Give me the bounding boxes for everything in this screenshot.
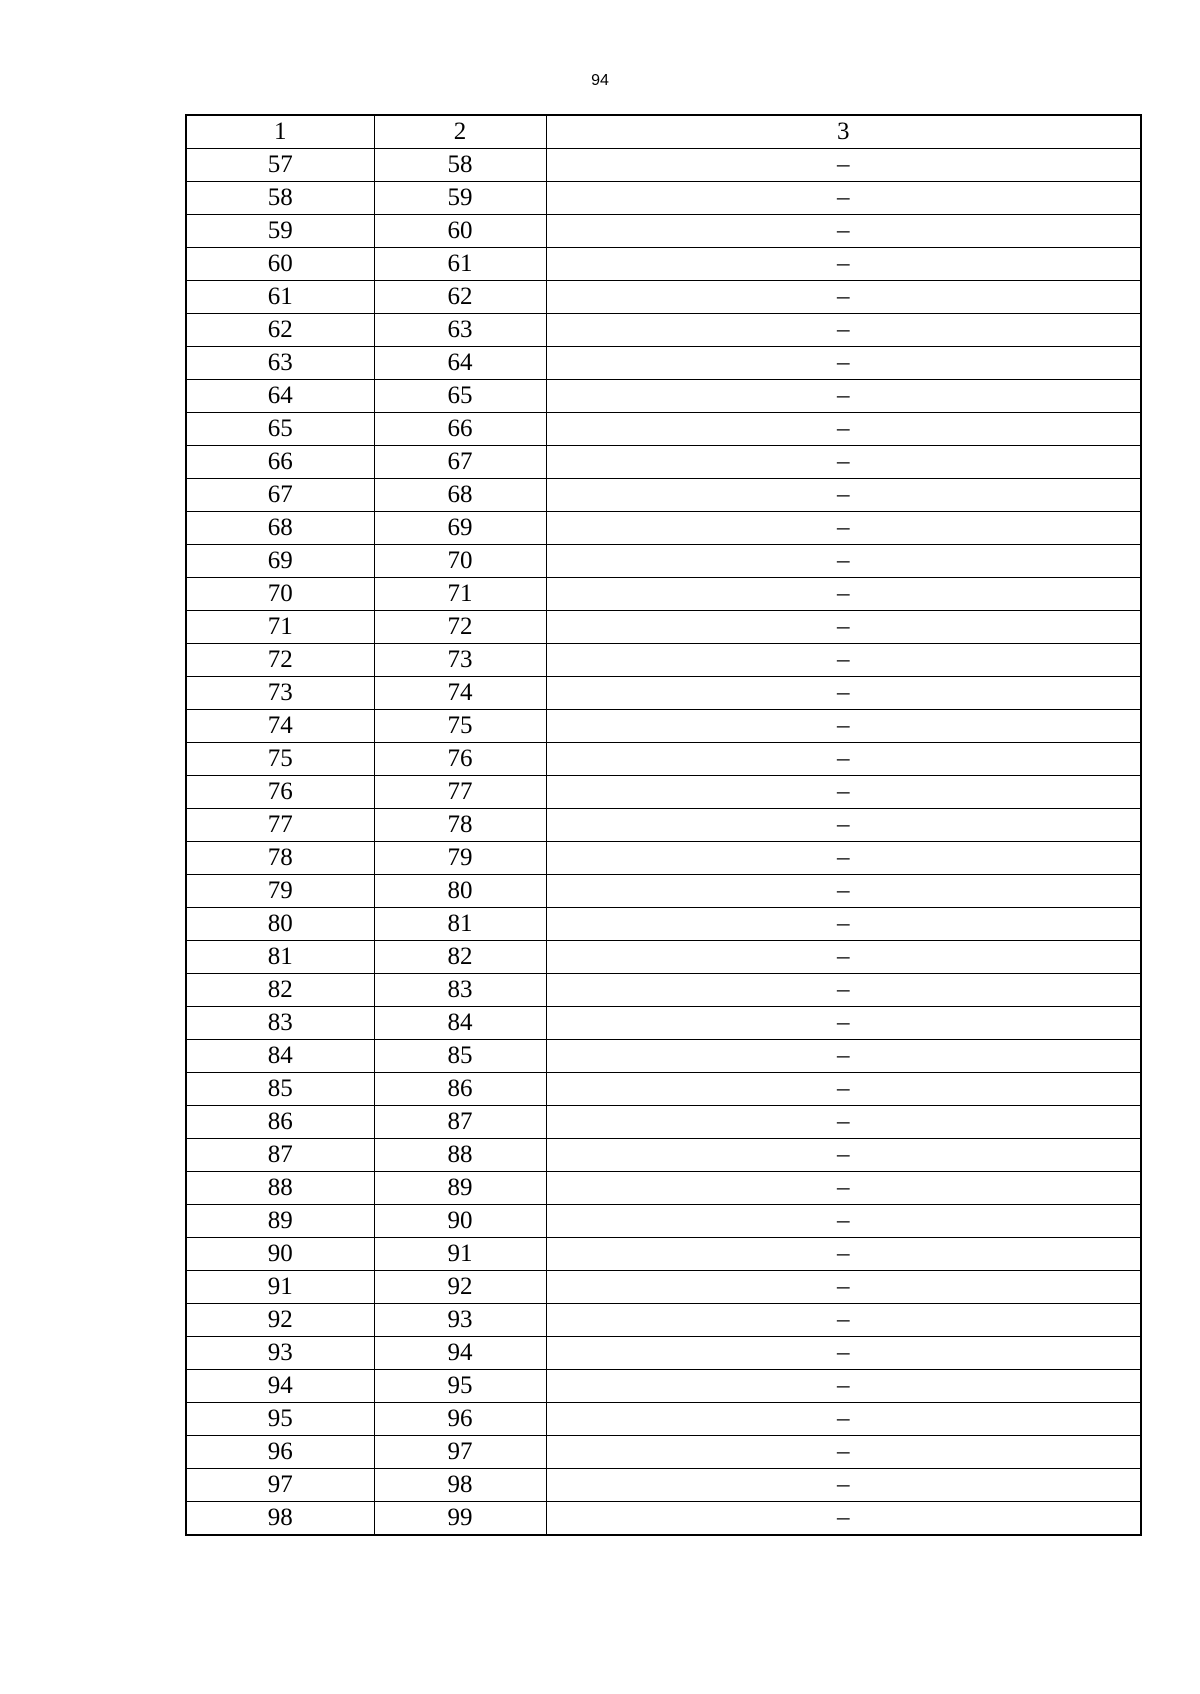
table-row <box>186 743 1141 776</box>
table-cell-col-1: 67 <box>186 479 374 512</box>
table-cell-col-2: 62 <box>374 281 546 314</box>
table-cell-col-2: 64 <box>374 347 546 380</box>
table-cell-col-2: 95 <box>374 1370 546 1403</box>
table-cell-col-2: 81 <box>374 908 546 941</box>
table-cell-col-2: 82 <box>374 941 546 974</box>
table-cell-col-1: 75 <box>186 743 374 776</box>
table-cell-col-3: – <box>546 1139 1141 1172</box>
table-cell-col-2: 84 <box>374 1007 546 1040</box>
table-cell-col-3: – <box>546 215 1141 248</box>
table-cell-col-3: – <box>546 1007 1141 1040</box>
table-cell-col-1: 82 <box>186 974 374 1007</box>
table-body <box>186 149 1141 1536</box>
table-row <box>186 1469 1141 1502</box>
table-cell-col-1: 81 <box>186 941 374 974</box>
table-cell-col-1: 69 <box>186 545 374 578</box>
table-cell-col-1: 86 <box>186 1106 374 1139</box>
table-row <box>186 710 1141 743</box>
table-cell-col-3: – <box>546 809 1141 842</box>
table-row <box>186 545 1141 578</box>
table-header <box>186 115 1141 149</box>
table-cell-col-1: 58 <box>186 182 374 215</box>
table-cell-col-3: – <box>546 875 1141 908</box>
table-row <box>186 1205 1141 1238</box>
table-cell-col-1: 65 <box>186 413 374 446</box>
table-cell-col-3: – <box>546 578 1141 611</box>
table-cell-col-1: 66 <box>186 446 374 479</box>
table-cell-col-3: – <box>546 1304 1141 1337</box>
table-cell-col-2: 59 <box>374 182 546 215</box>
page-number: 94 <box>591 72 609 89</box>
table-cell-col-3: – <box>546 743 1141 776</box>
table-cell-col-1: 63 <box>186 347 374 380</box>
table-cell-col-3: – <box>546 941 1141 974</box>
table-cell-col-2: 90 <box>374 1205 546 1238</box>
column-header-3: 3 <box>546 115 1141 149</box>
table-row <box>186 941 1141 974</box>
table-cell-col-2: 88 <box>374 1139 546 1172</box>
table-cell-col-1: 88 <box>186 1172 374 1205</box>
table-row <box>186 479 1141 512</box>
header-row <box>186 115 1141 149</box>
table-cell-col-3: – <box>546 149 1141 182</box>
table-cell-col-2: 92 <box>374 1271 546 1304</box>
table-cell-col-1: 79 <box>186 875 374 908</box>
table-cell-col-3: – <box>546 380 1141 413</box>
table-row <box>186 842 1141 875</box>
table-cell-col-3: – <box>546 842 1141 875</box>
table-cell-col-2: 99 <box>374 1502 546 1536</box>
table-cell-col-2: 77 <box>374 776 546 809</box>
table-cell-col-1: 98 <box>186 1502 374 1536</box>
table-row <box>186 1040 1141 1073</box>
table-cell-col-1: 77 <box>186 809 374 842</box>
table-cell-col-3: – <box>546 1073 1141 1106</box>
table-cell-col-1: 94 <box>186 1370 374 1403</box>
table-cell-col-3: – <box>546 1172 1141 1205</box>
table-row <box>186 578 1141 611</box>
table-cell-col-3: – <box>546 776 1141 809</box>
table-cell-col-2: 96 <box>374 1403 546 1436</box>
table-row <box>186 809 1141 842</box>
table-cell-col-3: – <box>546 545 1141 578</box>
table-cell-col-1: 64 <box>186 380 374 413</box>
table-cell-col-1: 80 <box>186 908 374 941</box>
table-row <box>186 1436 1141 1469</box>
table-row <box>186 677 1141 710</box>
table-cell-col-3: – <box>546 644 1141 677</box>
table-cell-col-2: 85 <box>374 1040 546 1073</box>
table-row <box>186 215 1141 248</box>
table-row <box>186 1502 1141 1536</box>
table-cell-col-2: 97 <box>374 1436 546 1469</box>
table-cell-col-1: 70 <box>186 578 374 611</box>
table-cell-col-1: 60 <box>186 248 374 281</box>
table-cell-col-2: 91 <box>374 1238 546 1271</box>
table-cell-col-2: 98 <box>374 1469 546 1502</box>
table-cell-col-3: – <box>546 1337 1141 1370</box>
table-cell-col-2: 68 <box>374 479 546 512</box>
table-cell-col-3: – <box>546 1238 1141 1271</box>
table-cell-col-2: 65 <box>374 380 546 413</box>
table-cell-col-2: 71 <box>374 578 546 611</box>
table-cell-col-3: – <box>546 248 1141 281</box>
table-cell-col-3: – <box>546 281 1141 314</box>
table-row <box>186 1337 1141 1370</box>
table-cell-col-2: 76 <box>374 743 546 776</box>
table-cell-col-1: 96 <box>186 1436 374 1469</box>
table-cell-col-3: – <box>546 1271 1141 1304</box>
table-row <box>186 1106 1141 1139</box>
table-cell-col-3: – <box>546 1502 1141 1536</box>
table-row <box>186 974 1141 1007</box>
table-cell-col-1: 95 <box>186 1403 374 1436</box>
table-cell-col-1: 72 <box>186 644 374 677</box>
table-row <box>186 1007 1141 1040</box>
table-cell-col-2: 66 <box>374 413 546 446</box>
table-row <box>186 182 1141 215</box>
table-cell-col-3: – <box>546 974 1141 1007</box>
table-cell-col-2: 86 <box>374 1073 546 1106</box>
table-row <box>186 314 1141 347</box>
table-cell-col-1: 74 <box>186 710 374 743</box>
table-cell-col-3: – <box>546 611 1141 644</box>
table-row <box>186 281 1141 314</box>
table-cell-col-3: – <box>546 512 1141 545</box>
table-cell-col-2: 69 <box>374 512 546 545</box>
table-cell-col-2: 93 <box>374 1304 546 1337</box>
table-row <box>186 875 1141 908</box>
table-cell-col-3: – <box>546 710 1141 743</box>
table-cell-col-1: 85 <box>186 1073 374 1106</box>
table-cell-col-3: – <box>546 1205 1141 1238</box>
table-cell-col-3: – <box>546 908 1141 941</box>
table-row <box>186 512 1141 545</box>
table-cell-col-2: 78 <box>374 809 546 842</box>
table-row <box>186 908 1141 941</box>
table-row <box>186 1271 1141 1304</box>
table-cell-col-1: 90 <box>186 1238 374 1271</box>
table-cell-col-3: – <box>546 1403 1141 1436</box>
table-cell-col-3: – <box>546 1106 1141 1139</box>
table-row <box>186 1403 1141 1436</box>
table-row <box>186 149 1141 182</box>
table-row <box>186 644 1141 677</box>
table-cell-col-1: 97 <box>186 1469 374 1502</box>
table-cell-col-3: – <box>546 677 1141 710</box>
table-cell-col-1: 59 <box>186 215 374 248</box>
table-cell-col-3: – <box>546 446 1141 479</box>
table-cell-col-1: 71 <box>186 611 374 644</box>
table-cell-col-1: 92 <box>186 1304 374 1337</box>
column-header-1: 1 <box>186 115 374 149</box>
table-cell-col-3: – <box>546 314 1141 347</box>
table-cell-col-1: 68 <box>186 512 374 545</box>
table-cell-col-1: 61 <box>186 281 374 314</box>
data-table <box>185 114 1142 1536</box>
table-cell-col-2: 74 <box>374 677 546 710</box>
table-row <box>186 380 1141 413</box>
table-row <box>186 776 1141 809</box>
table-row <box>186 446 1141 479</box>
table-row <box>186 413 1141 446</box>
table-cell-col-3: – <box>546 479 1141 512</box>
table-cell-col-2: 58 <box>374 149 546 182</box>
table-cell-col-3: – <box>546 1436 1141 1469</box>
table-row <box>186 1304 1141 1337</box>
table-cell-col-2: 70 <box>374 545 546 578</box>
table-cell-col-2: 61 <box>374 248 546 281</box>
table-cell-col-1: 87 <box>186 1139 374 1172</box>
table-cell-col-2: 67 <box>374 446 546 479</box>
table-row <box>186 611 1141 644</box>
table-cell-col-1: 84 <box>186 1040 374 1073</box>
table-row <box>186 248 1141 281</box>
table-cell-col-2: 83 <box>374 974 546 1007</box>
table-cell-col-2: 63 <box>374 314 546 347</box>
table-cell-col-2: 72 <box>374 611 546 644</box>
column-header-2: 2 <box>374 115 546 149</box>
table-cell-col-1: 76 <box>186 776 374 809</box>
table-row <box>186 1073 1141 1106</box>
table-cell-col-3: – <box>546 1040 1141 1073</box>
table-cell-col-2: 80 <box>374 875 546 908</box>
table-cell-col-1: 83 <box>186 1007 374 1040</box>
table-cell-col-3: – <box>546 413 1141 446</box>
table-cell-col-1: 57 <box>186 149 374 182</box>
table-cell-col-3: – <box>546 182 1141 215</box>
table-cell-col-1: 89 <box>186 1205 374 1238</box>
table-cell-col-1: 91 <box>186 1271 374 1304</box>
table-cell-col-2: 79 <box>374 842 546 875</box>
table-row <box>186 347 1141 380</box>
table-cell-col-3: – <box>546 347 1141 380</box>
table-cell-col-3: – <box>546 1370 1141 1403</box>
table-cell-col-2: 94 <box>374 1337 546 1370</box>
table-cell-col-1: 62 <box>186 314 374 347</box>
table-cell-col-2: 87 <box>374 1106 546 1139</box>
table-cell-col-1: 73 <box>186 677 374 710</box>
table-cell-col-2: 73 <box>374 644 546 677</box>
table-cell-col-2: 89 <box>374 1172 546 1205</box>
table-cell-col-2: 75 <box>374 710 546 743</box>
table-cell-col-1: 93 <box>186 1337 374 1370</box>
table-row <box>186 1370 1141 1403</box>
table-row <box>186 1238 1141 1271</box>
table-cell-col-1: 78 <box>186 842 374 875</box>
table-cell-col-2: 60 <box>374 215 546 248</box>
table-row <box>186 1172 1141 1205</box>
table-row <box>186 1139 1141 1172</box>
table-cell-col-3: – <box>546 1469 1141 1502</box>
